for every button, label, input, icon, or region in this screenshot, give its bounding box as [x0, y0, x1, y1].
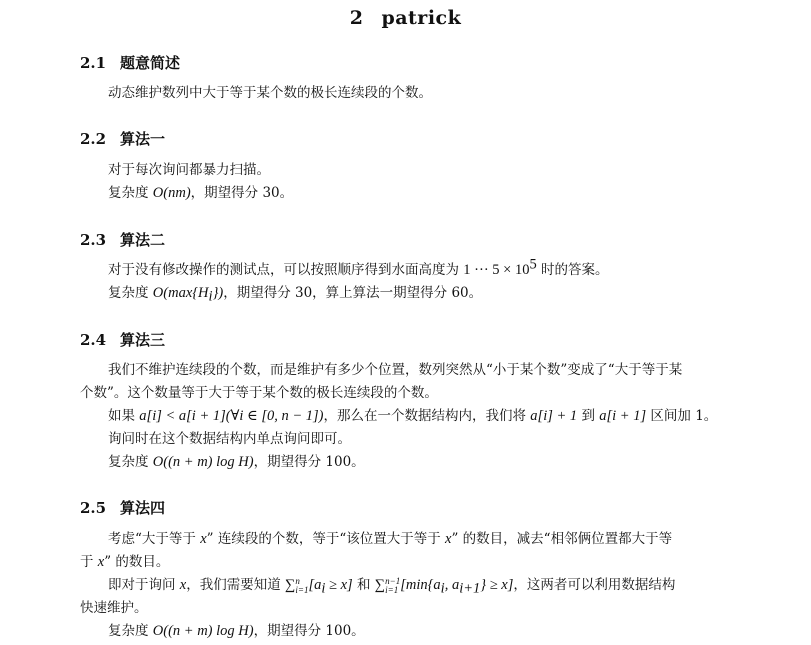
section-title: 算法四 [120, 499, 166, 517]
math-var: x [445, 531, 452, 547]
text: ，期望得分 100。 [253, 623, 365, 639]
math-formula: , a [444, 577, 460, 593]
text: ，这两者可以利用数据结构 [513, 577, 676, 593]
text: ” 的数目。 [104, 554, 170, 570]
math-sup: n [295, 575, 300, 586]
section-title: 题意简述 [120, 54, 181, 72]
math-formula: 1 ··· 5 × 10 [463, 262, 530, 278]
section-heading-2-2 [80, 128, 165, 149]
math-sup: n−1 [385, 575, 401, 586]
math-formula: a[i + 1] [599, 408, 647, 424]
math-sub: i [208, 288, 213, 305]
paragraph: 我们不维护连续段的个数，而是维护有多少个位置，数列突然从“小于某个数”变成了“大于等于某 [108, 362, 683, 378]
paragraph [108, 529, 672, 549]
math-formula: a[i] < a[i + 1](∀i ∈ [0, n − 1]) [139, 408, 324, 424]
math-sub: i=1 [385, 584, 399, 595]
text: 到 [577, 408, 600, 424]
paragraph [80, 552, 169, 572]
section-number: 2.3 [80, 231, 107, 249]
section-number: 2.5 [80, 499, 107, 517]
math-formula: ≥ x] [325, 577, 353, 593]
paragraph: 个数”。这个数量等于大于等于某个数的极长连续段的个数。 [80, 385, 438, 401]
paragraph [108, 575, 675, 595]
text: ，期望得分 30，算上算法一期望得分 60。 [223, 285, 483, 301]
text: ” 的数目，减去“相邻俩位置都大于等 [451, 531, 673, 547]
text: 复杂度 [108, 185, 153, 201]
section-heading-2-5 [80, 497, 165, 518]
paragraph: 快速维护。 [80, 600, 148, 616]
math-sub: i [321, 580, 326, 597]
math-formula: O((n + m) log H) [152, 454, 254, 470]
math-sub: i+1 [459, 580, 481, 597]
math-formula: }) [212, 285, 224, 301]
math-sub: i [440, 580, 445, 597]
math-formula: [min{a [400, 577, 441, 593]
text: 和 [352, 577, 375, 593]
text: 复杂度 [108, 623, 153, 639]
text: 于 [80, 554, 98, 570]
text: ，期望得分 100。 [253, 454, 365, 470]
text: 时的答案。 [536, 262, 609, 278]
section-number: 2.4 [80, 331, 107, 349]
math-formula: O(nm) [152, 185, 191, 201]
paragraph: 对于每次询问都暴力扫描。 [108, 162, 270, 178]
text: ” 连续段的个数，等于“该位置大于等于 [206, 531, 446, 547]
math-sup: 5 [529, 256, 537, 273]
math-formula: [a [308, 577, 322, 593]
math-formula: O((n + m) log H) [152, 623, 254, 639]
section-number: 2.1 [80, 54, 107, 72]
text: 如果 [108, 408, 140, 424]
sum-limits [385, 577, 400, 595]
paragraph: 询问时在这个数据结构内单点询问即可。 [108, 431, 351, 447]
text: ，期望得分 30。 [190, 185, 294, 201]
section-title: 算法一 [120, 130, 166, 148]
text: 即对于询问 [108, 577, 180, 593]
section-heading-2-1 [80, 52, 180, 73]
paragraph: 动态维护数列中大于等于某个数的极长连续段的个数。 [108, 85, 432, 101]
section-heading-2-3 [80, 229, 165, 250]
math-var: x [97, 554, 105, 570]
math-formula: a[i] + 1 [530, 408, 578, 424]
paragraph [108, 406, 717, 426]
math-var: x [179, 577, 187, 593]
math-formula: O(max{H [152, 285, 209, 301]
paragraph [108, 452, 365, 472]
text: 考虑“大于等于 [108, 531, 201, 547]
section-number: 2.2 [80, 130, 107, 148]
math-formula: } ≥ x] [480, 577, 514, 593]
text: ，我们需要知道 [186, 577, 286, 593]
text: 区间加 1。 [646, 408, 718, 424]
paragraph [108, 283, 482, 303]
sum-symbol: ∑ [285, 577, 296, 593]
sum-limits [295, 577, 308, 595]
text: 对于没有修改操作的测试点，可以按照顺序得到水面高度为 [108, 262, 464, 278]
paragraph [108, 183, 293, 203]
text: ，那么在一个数据结构内，我们将 [323, 408, 531, 424]
math-var: x [200, 531, 207, 547]
chapter-title [0, 7, 811, 29]
sum-symbol: ∑ [374, 577, 386, 593]
chapter-name: patrick [381, 7, 462, 29]
text: 复杂度 [108, 454, 153, 470]
chapter-number: 2 [349, 7, 364, 29]
math-sub: i=1 [295, 584, 309, 595]
section-title: 算法二 [120, 231, 166, 249]
section-title: 算法三 [120, 331, 166, 349]
paragraph [108, 256, 609, 280]
paragraph [108, 621, 365, 641]
section-heading-2-4 [80, 329, 165, 350]
text: 复杂度 [108, 285, 153, 301]
